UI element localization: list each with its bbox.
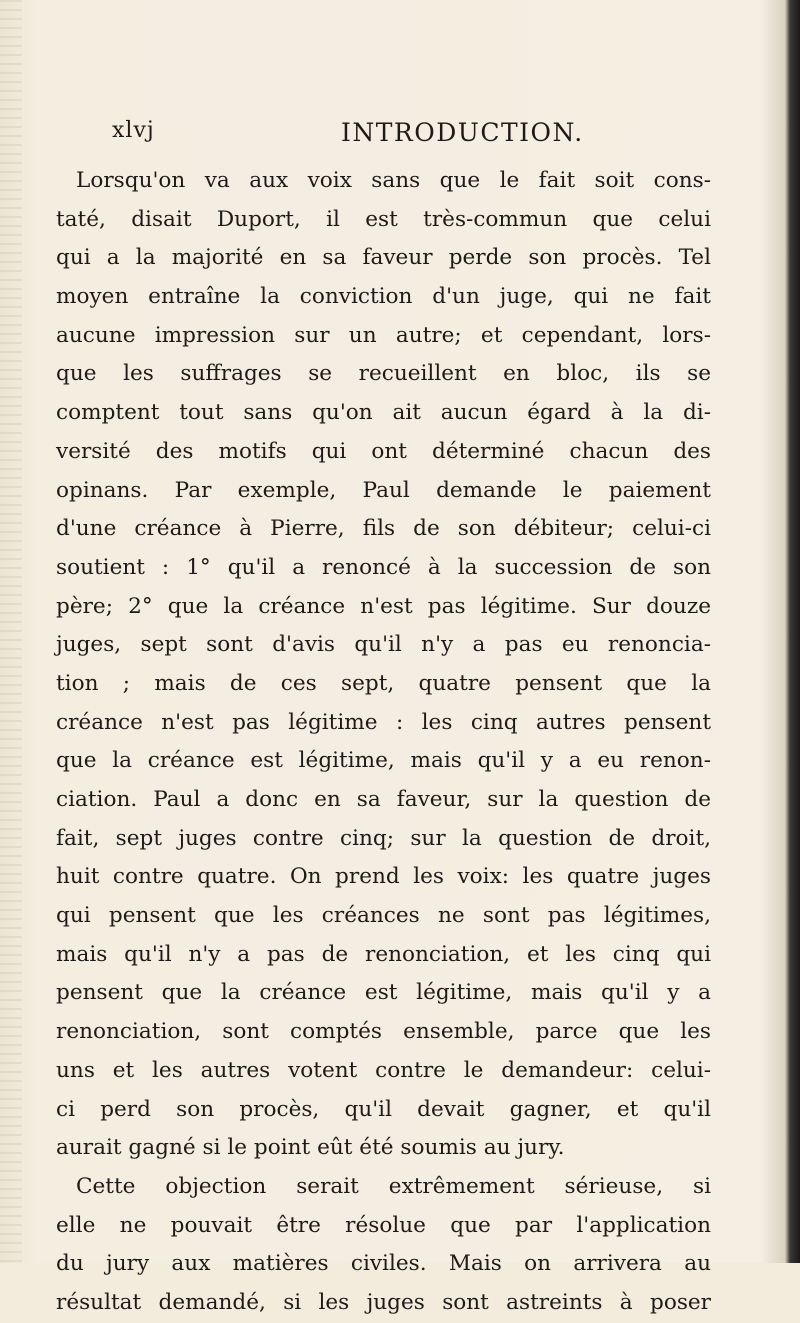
running-title: INTRODUCTION.: [341, 118, 584, 147]
text-line: soutient : 1° qu'il a renoncé à la succession de son: [56, 554, 711, 580]
text-line: versité des motifs qui ont déterminé chacun des: [56, 438, 711, 464]
text-line: que les suffrages se recueillent en bloc, ils se: [56, 361, 711, 387]
text-line: qui a la majorité en sa faveur perde son procès. Tel: [56, 245, 711, 271]
text-line: juges, sept sont d'avis qu'il n'y a pas eu renoncia-: [56, 632, 711, 658]
text-line: pensent que la créance est légitime, mais qu'il y a: [56, 980, 711, 1006]
text-line: qui pensent que les créances ne sont pas légitimes,: [56, 903, 711, 929]
text-line: mais qu'il n'y a pas de renonciation, et les cinq qui: [56, 941, 711, 967]
text-line: uns et les autres votent contre le demandeur: celui-: [56, 1057, 711, 1083]
text-line: ci perd son procès, qu'il devait gagner, et qu'il: [56, 1096, 711, 1122]
text-line: huit contre quatre. On prend les voix: les quatre juges: [56, 864, 711, 890]
text-line: fait, sept juges contre cinq; sur la question de droit,: [56, 825, 711, 851]
text-line: moyen entraîne la conviction d'un juge, qui ne fait: [56, 284, 711, 310]
text-line: tion ; mais de ces sept, quatre pensent que la: [56, 670, 711, 696]
text-line: comptent tout sans qu'on ait aucun égard à la di-: [56, 400, 711, 426]
text-line: renonciation, sont comptés ensemble, parce que les: [56, 1019, 711, 1045]
text-line: créance n'est pas légitime : les cinq autres pensent: [56, 709, 711, 735]
page-number: xlvj: [112, 118, 155, 143]
text-line: ciation. Paul a donc en sa faveur, sur la question de: [56, 787, 711, 812]
text-line: Lorsqu'on va aux voix sans que le fait soit cons-: [76, 168, 711, 193]
text-line: Cette objection serait extrêmement sérieuse, si: [76, 1173, 711, 1199]
text-line: aurait gagné si le point eût été soumis au jury.: [56, 1135, 565, 1161]
page-header: [112, 118, 712, 158]
page-gutter: [0, 0, 22, 1263]
text-line: opinans. Par exemple, Paul demande le paiement: [56, 477, 711, 503]
text-line: elle ne pouvait être résolue que par l'application: [56, 1212, 711, 1238]
text-line: résultat demandé, si les juges sont astreints à poser: [56, 1289, 711, 1315]
text-line: taté, disait Duport, il est très-commun que celui: [56, 206, 711, 232]
text-line: que la créance est légitime, mais qu'il y a eu renon-: [56, 748, 711, 774]
text-line: du jury aux matières civiles. Mais on arrivera au: [56, 1251, 711, 1277]
text-line: d'une créance à Pierre, fils de son débiteur; celui-ci: [56, 516, 711, 542]
body-text: [56, 162, 711, 1323]
text-line: père; 2° que la créance n'est pas légitime. Sur douze: [56, 593, 711, 619]
text-line: aucune impression sur un autre; et cependant, lors-: [56, 322, 711, 348]
